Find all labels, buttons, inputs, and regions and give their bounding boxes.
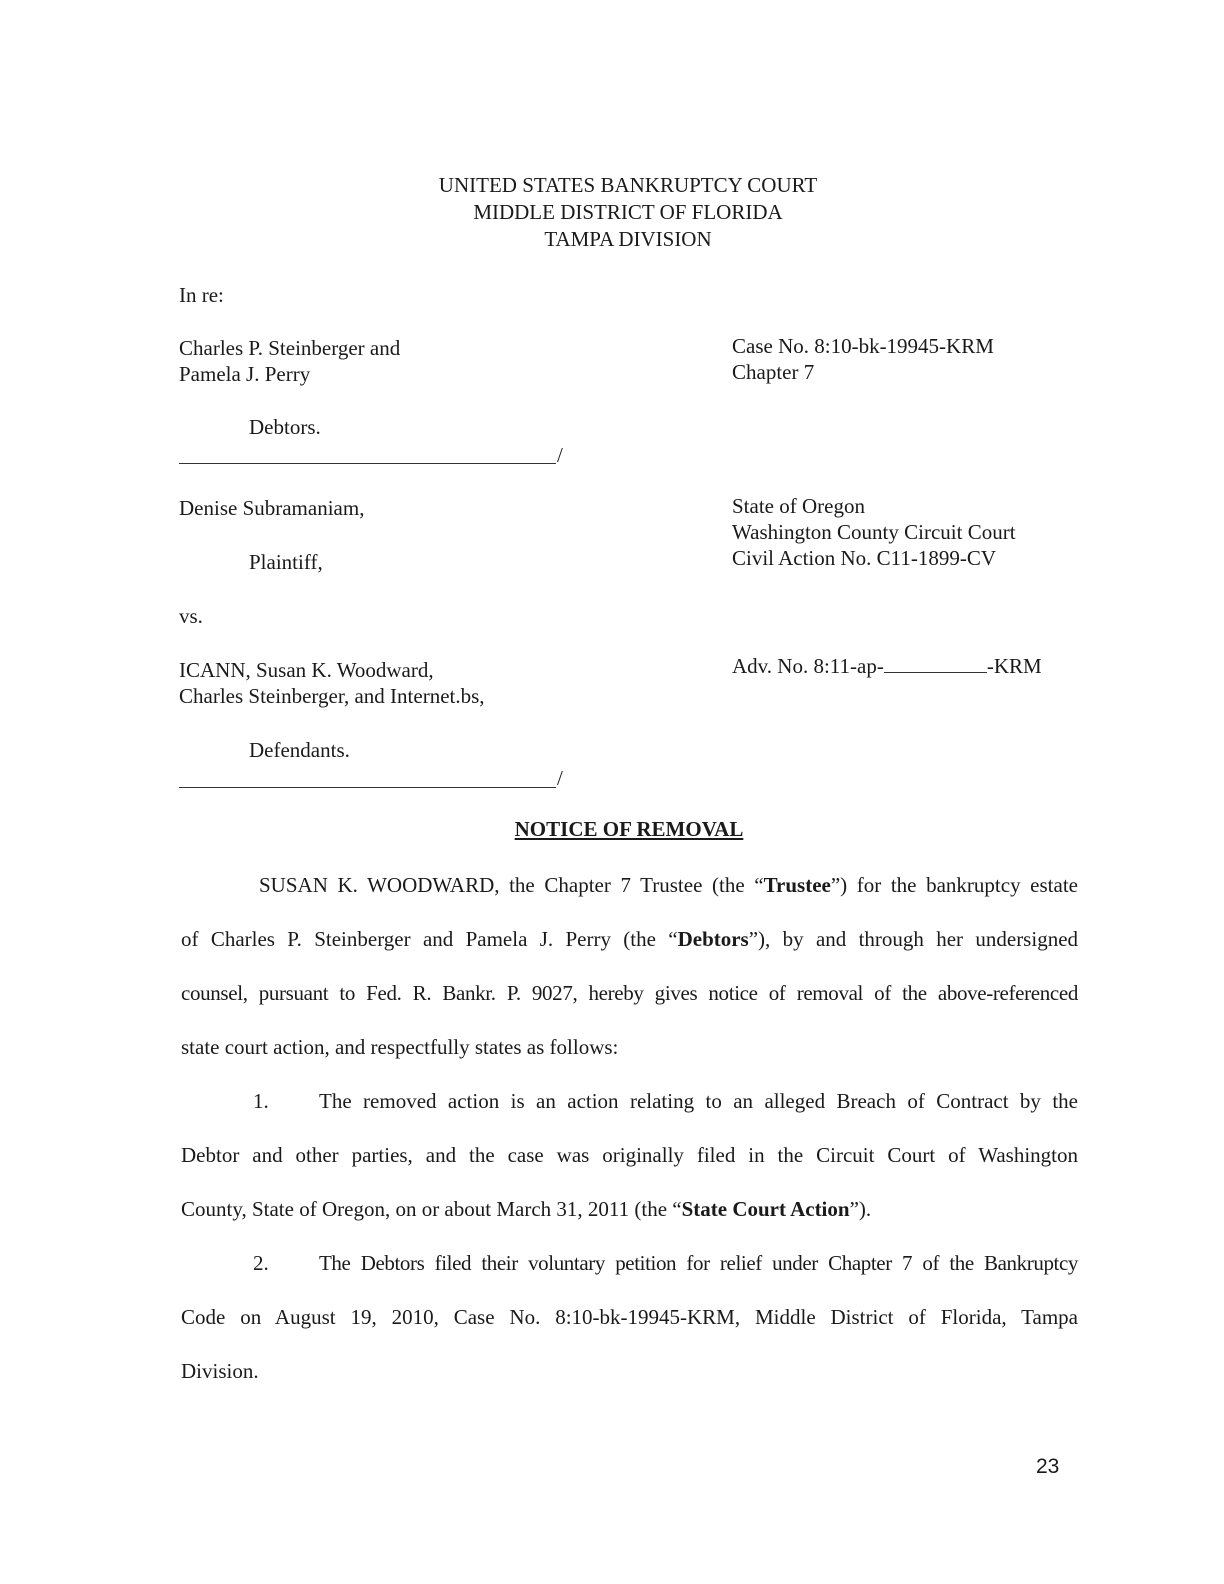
paragraph-1 [181, 1074, 1078, 1236]
debtors-label: Debtors. [249, 415, 321, 439]
state-court-name: Washington County Circuit Court [732, 520, 1016, 544]
defendant-names [179, 657, 485, 709]
chapter-label: Chapter 7 [732, 360, 815, 384]
adv-no-blank [884, 654, 987, 673]
para1-line-3: County, State of Oregon, on or about March 31, 2011 (the “State Court Action”). [181, 1197, 872, 1221]
para1-line-1: 1. The removed action is an action relating to an alleged Breach of Contract by the [181, 1074, 1078, 1128]
defendant-line-1: ICANN, Susan K. Woodward, [179, 658, 434, 682]
caption-divider-1 [179, 463, 556, 464]
state-court-state: State of Oregon [732, 494, 865, 518]
trustee-term: Trustee [763, 873, 831, 897]
debtor-name-1: Charles P. Steinberger and [179, 336, 401, 360]
para2-number: 2. [253, 1251, 269, 1275]
case-info [732, 333, 994, 385]
plaintiff-name: Denise Subramaniam, [179, 496, 365, 520]
defendant-line-2: Charles Steinberger, and Internet.bs, [179, 684, 485, 708]
caption-slash-1: / [557, 443, 563, 467]
debtor-names [179, 335, 400, 387]
adv-no-prefix: Adv. No. 8:11-ap- [732, 654, 884, 678]
court-header [0, 172, 1224, 253]
debtor-name-2: Pamela J. Perry [179, 362, 311, 386]
debtors-term: Debtors [677, 927, 749, 951]
plaintiff-label: Plaintiff, [249, 550, 323, 574]
document-title: NOTICE OF REMOVAL [514, 817, 744, 841]
court-name: UNITED STATES BANKRUPTCY COURT [438, 173, 818, 197]
case-number: Case No. 8:10-bk-19945-KRM [732, 334, 994, 358]
para2-line-1: 2. The Debtors filed their voluntary petition for relief under Chapter 7 of the Bankruptcy [181, 1236, 1078, 1290]
page-number: 23 [1036, 1455, 1060, 1478]
in-re-label: In re: [179, 283, 224, 307]
intro-line-3: counsel, pursuant to Fed. R. Bankr. P. 9027, hereby gives notice of removal of the above-referenced [181, 981, 1078, 1005]
court-division: TAMPA DIVISION [544, 227, 712, 251]
intro-line-2: of Charles P. Steinberger and Pamela J. Perry (the “Debtors”), by and through her undersigned [181, 927, 1079, 951]
paragraph-2 [181, 1236, 1078, 1398]
defendants-label: Defendants. [249, 738, 350, 762]
adversary-number [732, 654, 1042, 679]
state-court-action-term: State Court Action [681, 1197, 850, 1221]
intro-paragraph [181, 858, 1078, 1074]
para1-line-2: Debtor and other parties, and the case was originally filed in the Circuit Court of Washington [181, 1143, 1078, 1167]
caption-divider-2 [179, 787, 556, 788]
court-district: MIDDLE DISTRICT OF FLORIDA [473, 200, 783, 224]
adv-no-suffix: -KRM [986, 654, 1042, 678]
versus-label: vs. [179, 604, 203, 628]
para1-number: 1. [253, 1089, 269, 1113]
state-court-action-no: Civil Action No. C11-1899-CV [732, 546, 997, 570]
state-court-info [732, 493, 1016, 571]
para2-line-2: Code on August 19, 2010, Case No. 8:10-bk-19945-KRM, Middle District of Florida, Tampa [181, 1305, 1078, 1329]
intro-line-1: SUSAN K. WOODWARD, the Chapter 7 Trustee (the “Trustee”) for the bankruptcy estate [259, 873, 1078, 897]
intro-line-4: state court action, and respectfully states as follows: [181, 1035, 619, 1059]
para2-line-3: Division. [181, 1359, 259, 1383]
caption-slash-2: / [557, 766, 563, 790]
